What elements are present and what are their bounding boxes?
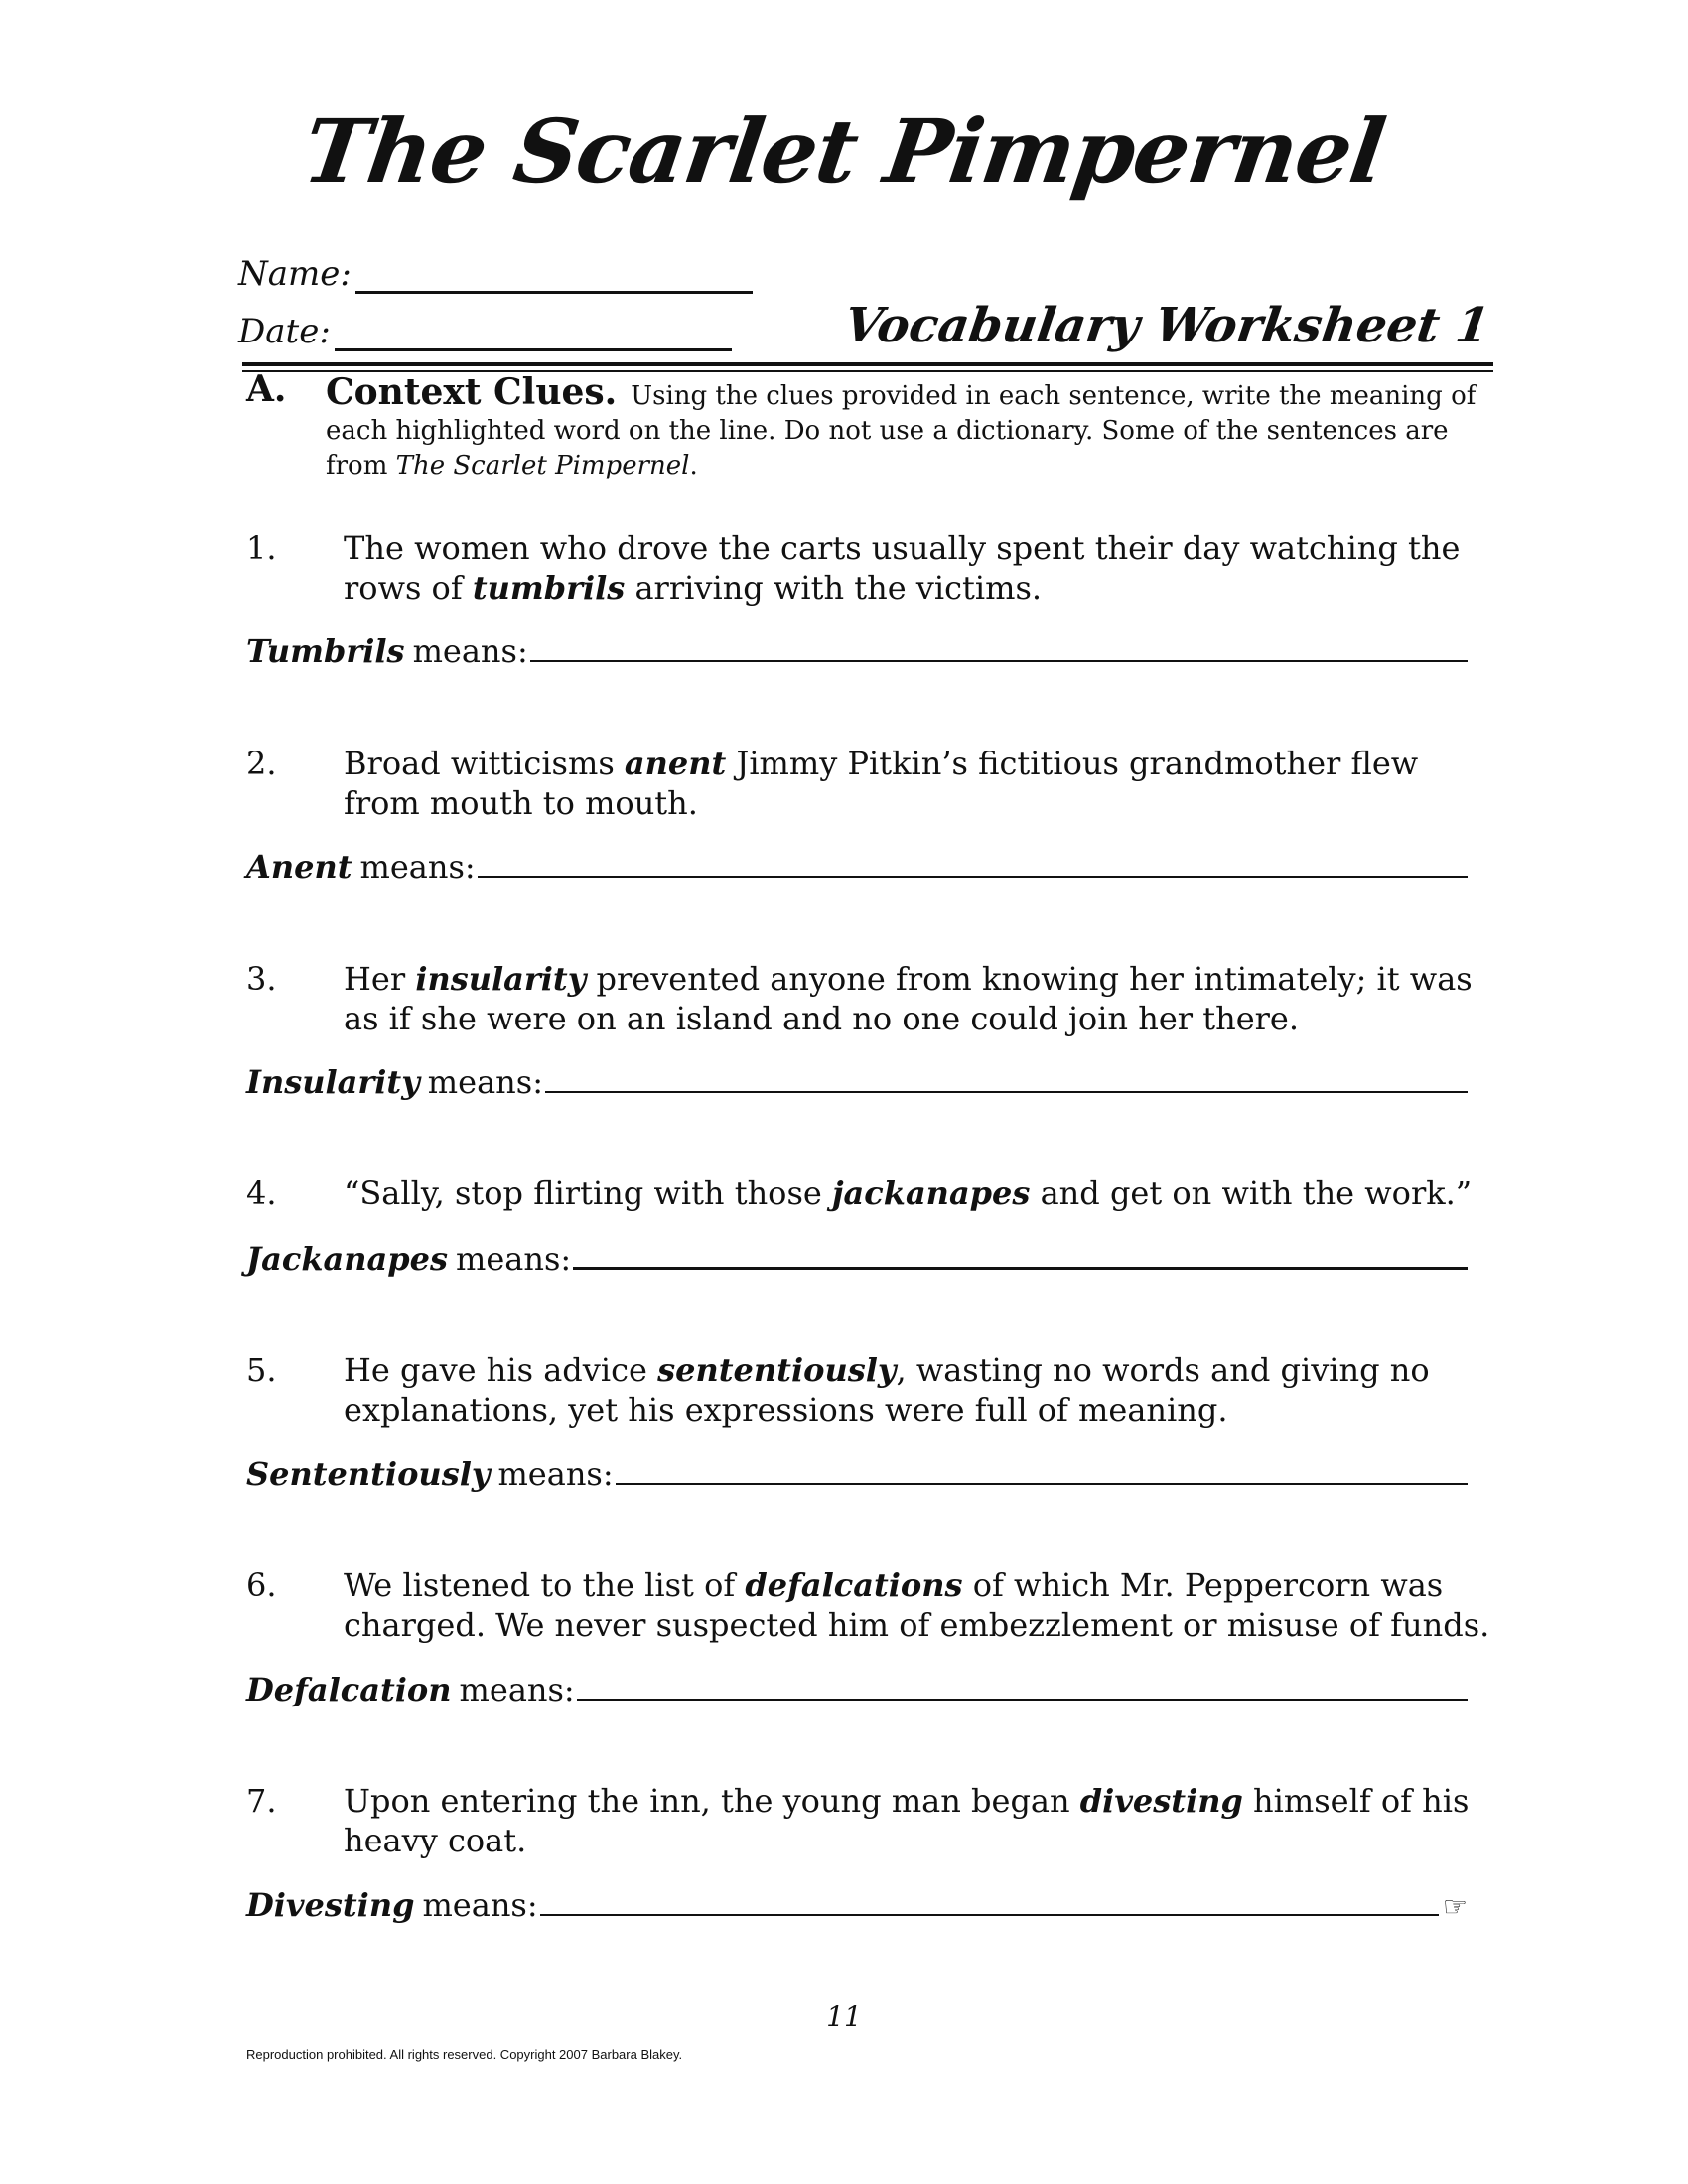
answer-word: Divesting	[246, 1886, 415, 1924]
answer-word: Anent	[246, 848, 352, 886]
answer-line[interactable]	[540, 1886, 1439, 1916]
question-text	[344, 959, 1497, 1038]
vocab-word: jackanapes	[831, 1174, 1031, 1212]
question-text	[344, 1566, 1497, 1645]
answer-1[interactable]	[246, 631, 1468, 671]
answer-line[interactable]	[616, 1455, 1468, 1485]
question-text	[344, 1173, 1497, 1213]
question-text	[344, 528, 1497, 608]
answer-6[interactable]	[246, 1670, 1468, 1709]
answer-line[interactable]	[573, 1239, 1468, 1270]
answer-word: Insularity	[246, 1063, 420, 1101]
date-field[interactable]	[238, 312, 732, 351]
question-number: 2.	[246, 745, 277, 782]
answer-line[interactable]	[545, 1063, 1468, 1093]
text-after: prevented anyone from knowing her intimately; it was as if she were on an island and no one could join her there.	[344, 960, 1473, 1037]
header-rule	[242, 362, 1493, 366]
question-6	[246, 1566, 1497, 1645]
question-text	[344, 744, 1497, 823]
text-before: He gave his advice	[344, 1351, 658, 1389]
section-end: .	[689, 451, 698, 480]
name-line[interactable]	[355, 261, 753, 294]
text-before: Broad witticisms	[344, 745, 625, 782]
vocab-word: tumbrils	[472, 569, 626, 607]
text-before: Upon entering the inn, the young man began	[344, 1782, 1080, 1820]
answer-word: Sententiously	[246, 1455, 491, 1493]
question-2	[246, 744, 1497, 823]
section-instructions: Using the clues provided in each sentence, write the meaning of each highlighted word on the line. Do not use a dictionary. Some of the sentences are from	[326, 381, 1477, 480]
worksheet-title: Vocabulary Worksheet 1	[841, 298, 1493, 353]
question-3	[246, 959, 1497, 1038]
means-label: means:	[427, 1063, 543, 1101]
question-number: 1.	[246, 529, 277, 567]
text-after: , wasting no words and giving no explanations, yet his expressions were full of meaning.	[344, 1351, 1430, 1429]
answer-line[interactable]	[530, 632, 1468, 662]
answer-5[interactable]	[246, 1454, 1468, 1494]
question-4	[246, 1173, 1497, 1213]
vocab-word: insularity	[415, 960, 587, 998]
text-after: arriving with the victims.	[625, 569, 1043, 607]
means-label: means:	[456, 1240, 572, 1278]
answer-4[interactable]	[246, 1239, 1468, 1279]
question-number: 7.	[246, 1782, 277, 1820]
text-before: The women who drove the carts usually spent their day watching the rows of	[344, 529, 1461, 607]
means-label: means:	[359, 848, 476, 886]
answer-3[interactable]	[246, 1062, 1468, 1102]
text-before: “Sally, stop flirting with those	[344, 1174, 832, 1212]
date-line[interactable]	[335, 319, 732, 351]
answer-line[interactable]	[478, 848, 1468, 878]
means-label: means:	[422, 1886, 538, 1924]
means-label: means:	[459, 1671, 575, 1708]
name-field[interactable]	[238, 254, 753, 294]
text-before: We listened to the list of	[344, 1567, 746, 1604]
question-1	[246, 528, 1497, 608]
page-number: 11	[826, 2000, 862, 2033]
answer-line[interactable]	[577, 1671, 1468, 1701]
text-before: Her	[344, 960, 416, 998]
question-number: 6.	[246, 1567, 277, 1604]
text-after: himself of his heavy coat.	[344, 1782, 1470, 1859]
vocab-word: defalcations	[745, 1567, 963, 1604]
vocab-word: anent	[624, 745, 727, 782]
question-number: 3.	[246, 960, 277, 998]
copyright-notice: Reproduction prohibited. All rights reserved. Copyright 2007 Barbara Blakey.	[246, 2047, 683, 2062]
answer-2[interactable]	[246, 847, 1468, 887]
question-text	[344, 1350, 1497, 1430]
answer-word: Jackanapes	[246, 1240, 449, 1278]
means-label: means:	[497, 1455, 614, 1493]
name-label: Name:	[238, 254, 352, 294]
text-after: of which Mr. Peppercorn was charged. We never suspected him of embezzlement or misuse of funds.	[344, 1567, 1490, 1644]
book-title: The Scarlet Pimpernel	[395, 451, 690, 480]
answer-word: Defalcation	[246, 1671, 452, 1708]
section-a	[246, 368, 1487, 483]
question-number: 5.	[246, 1351, 277, 1389]
section-heading: Context Clues.	[326, 371, 618, 413]
section-letter: A.	[246, 368, 287, 410]
answer-7[interactable]	[246, 1885, 1468, 1927]
question-number: 4.	[246, 1174, 277, 1212]
vocab-word: divesting	[1079, 1782, 1243, 1820]
question-text	[344, 1781, 1497, 1860]
text-after: Jimmy Pitkin’s fictitious grandmother flew from mouth to mouth.	[344, 745, 1419, 822]
question-7	[246, 1781, 1497, 1860]
section-body	[326, 371, 1487, 483]
pointing-hand-icon: ☞	[1442, 1890, 1468, 1923]
page-title: The Scarlet Pimpernel	[297, 99, 1391, 203]
means-label: means:	[412, 632, 528, 670]
date-label: Date:	[238, 312, 331, 351]
text-after: and get on with the work.”	[1030, 1174, 1473, 1212]
vocab-word: sententiously	[657, 1351, 897, 1389]
question-5	[246, 1350, 1497, 1430]
answer-word: Tumbrils	[246, 632, 405, 670]
